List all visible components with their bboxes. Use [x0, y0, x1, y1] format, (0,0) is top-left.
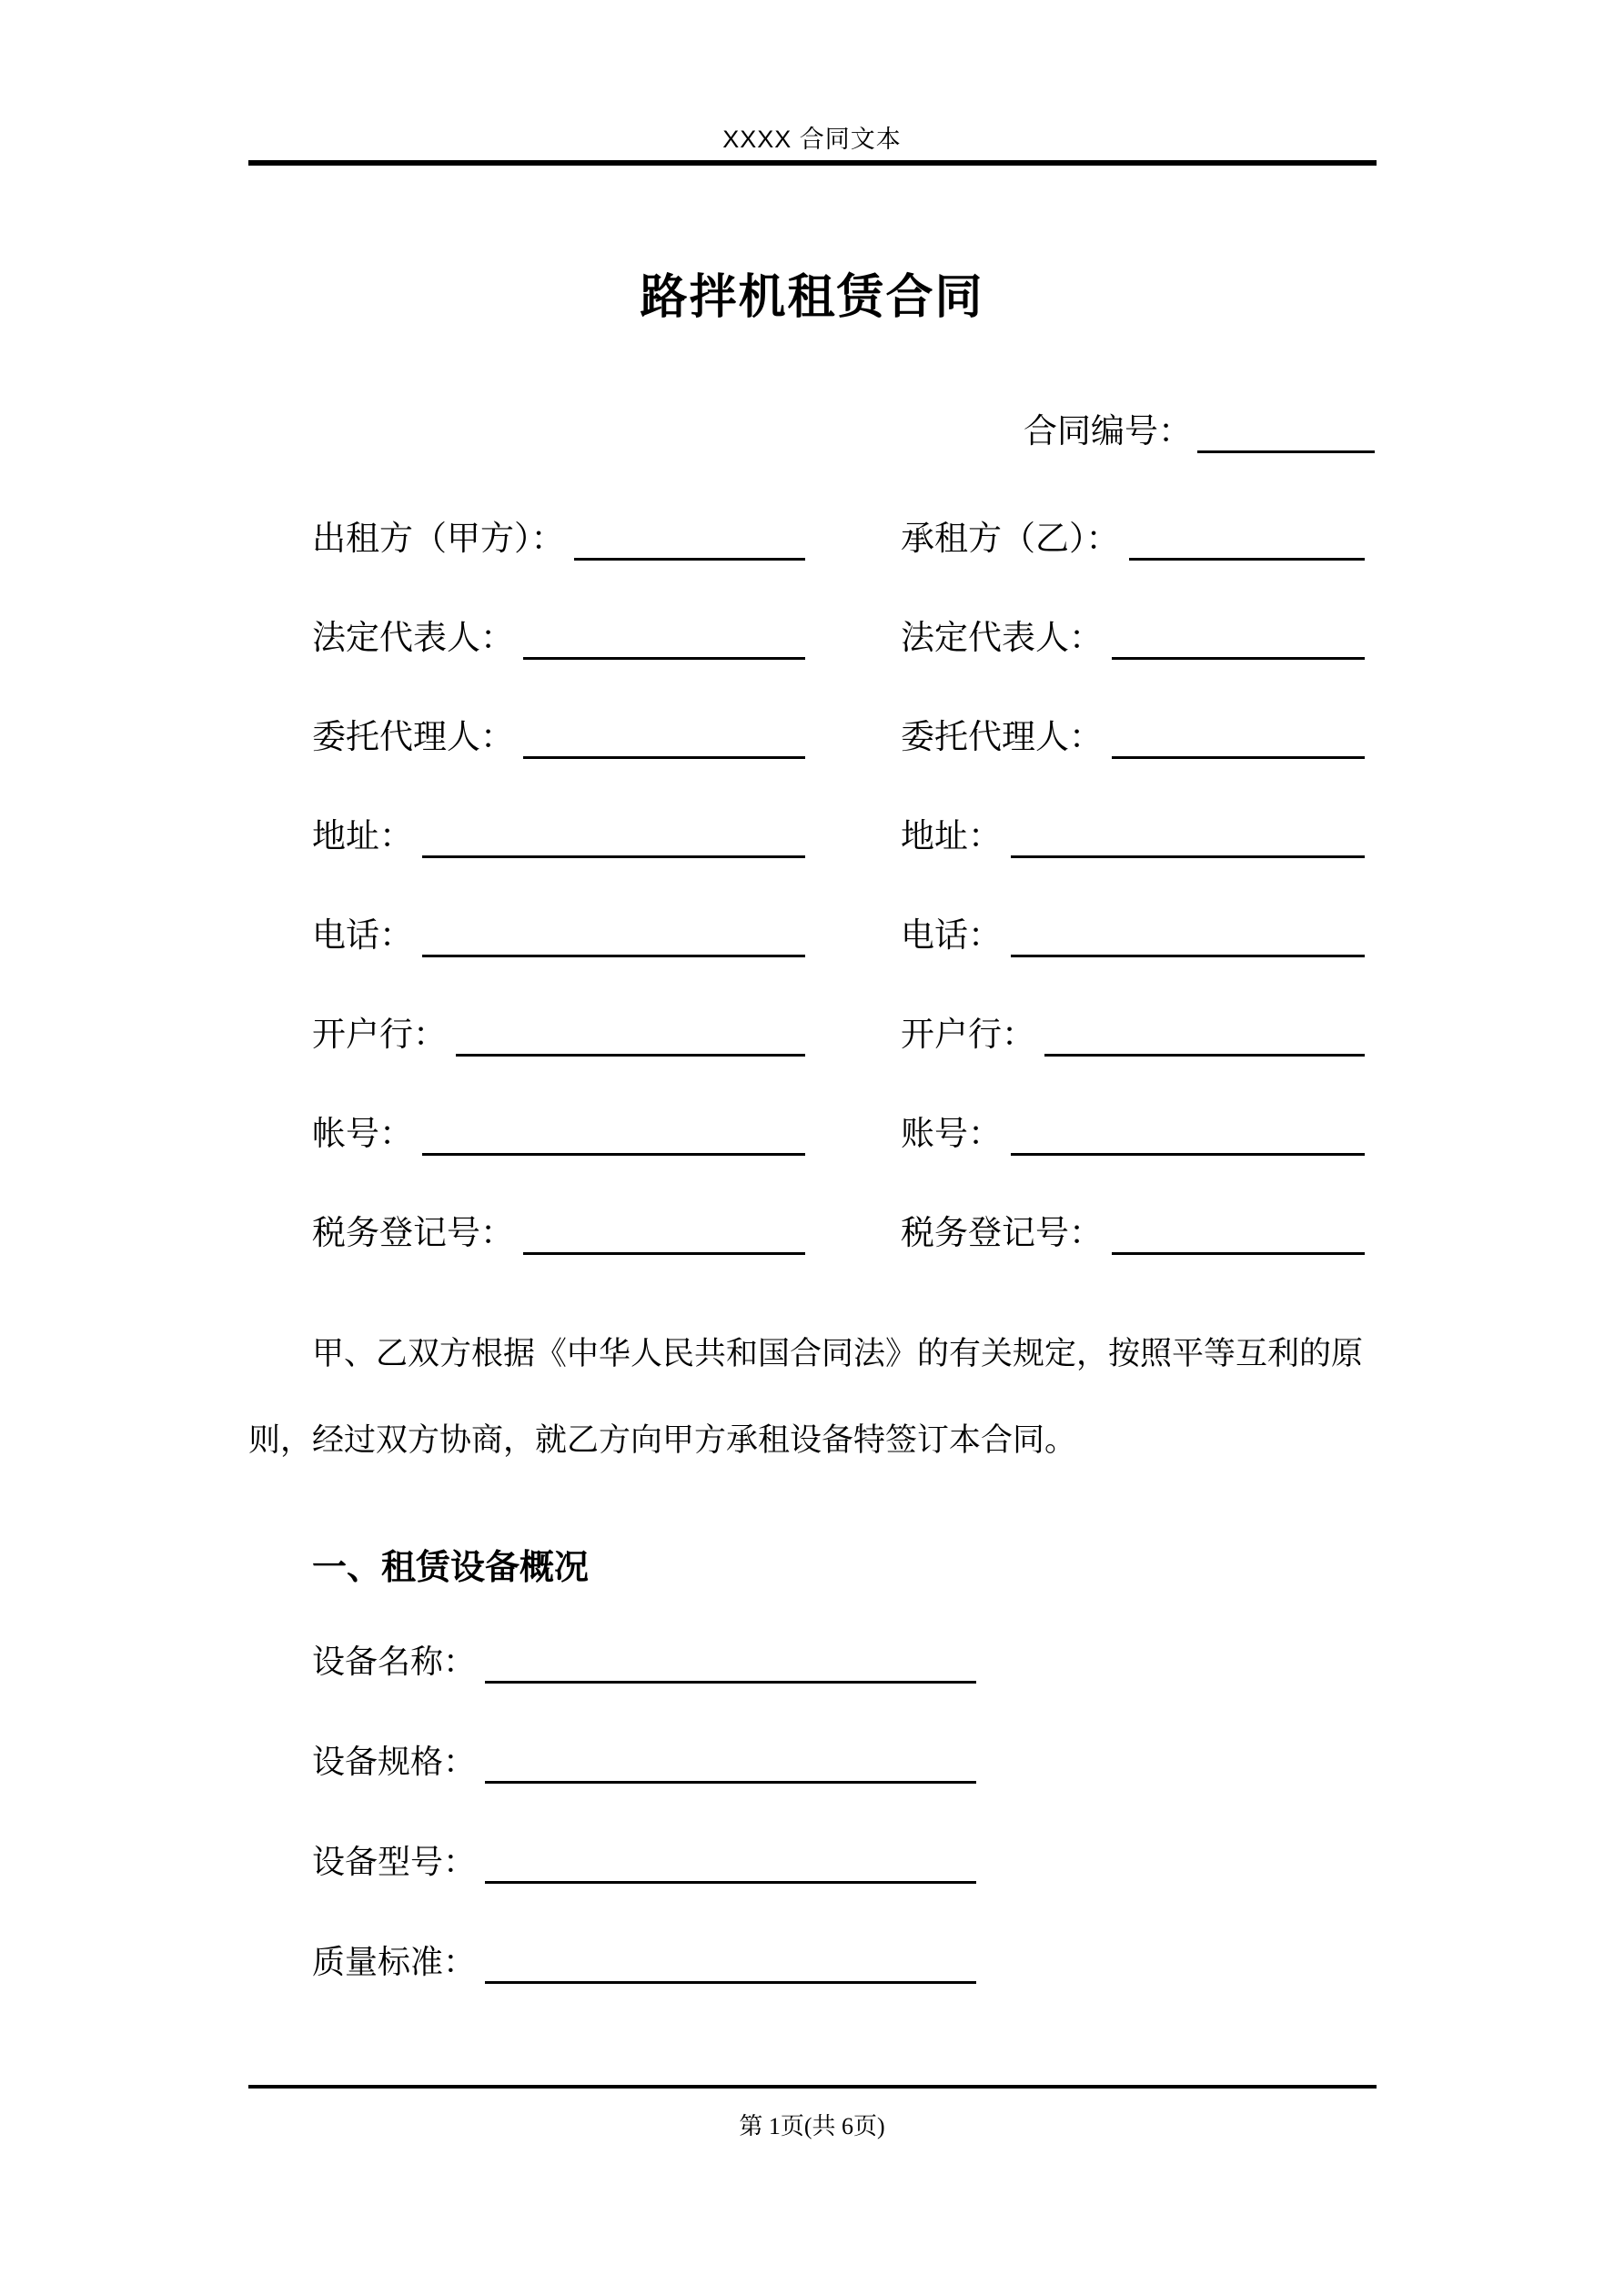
field-label: 承租方（乙）：: [901, 519, 1120, 557]
legal-rep-field: [312, 618, 805, 658]
agent-field: [312, 717, 805, 757]
equipment-name-field: [312, 1642, 976, 1682]
tax-id-field: [312, 1213, 805, 1253]
blank-field[interactable]: [422, 823, 805, 858]
blank-field[interactable]: [485, 1848, 976, 1884]
field-label: 账号：: [901, 1114, 1002, 1152]
field-label: 法定代表人：: [901, 618, 1103, 656]
equipment-row: [312, 1612, 976, 1712]
lessor-name-field: [312, 519, 805, 559]
field-label: 开户行：: [312, 1015, 447, 1053]
blank-field[interactable]: [1011, 922, 1365, 957]
account-field: [312, 1114, 805, 1154]
party-info-grid: [312, 489, 1365, 1282]
blank-field[interactable]: [456, 1021, 805, 1057]
quality-standard-field: [312, 1942, 976, 1982]
blank-field[interactable]: [1011, 1120, 1365, 1156]
account-field: [901, 1114, 1365, 1154]
blank-field[interactable]: [523, 1219, 805, 1255]
field-label: 地址：: [901, 816, 1002, 855]
blank-field[interactable]: [1129, 525, 1366, 561]
party-row: [312, 786, 1365, 885]
equipment-model-field: [312, 1842, 976, 1882]
field-label: 税务登记号：: [901, 1213, 1103, 1251]
contract-number-blank[interactable]: [1197, 418, 1375, 453]
field-label: 电话：: [901, 915, 1002, 954]
blank-field[interactable]: [485, 1648, 976, 1684]
lessee-name-field: [901, 519, 1365, 559]
field-label: 设备名称：: [312, 1643, 477, 1680]
header-title: XXXX 合同文本: [722, 126, 902, 153]
phone-field: [901, 915, 1365, 956]
page-number: 第 1页(共 6页): [739, 2113, 885, 2139]
contract-number-label: 合同编号：: [1024, 412, 1192, 450]
blank-field[interactable]: [1011, 823, 1365, 858]
field-label: 设备规格：: [312, 1743, 477, 1780]
party-row: [312, 1084, 1365, 1183]
blank-field[interactable]: [523, 723, 805, 759]
address-field: [901, 816, 1365, 856]
blank-field[interactable]: [1112, 624, 1365, 660]
blank-field[interactable]: [523, 624, 805, 660]
phone-field: [312, 915, 805, 956]
field-label: 设备型号：: [312, 1843, 477, 1880]
bank-field: [901, 1015, 1365, 1055]
equipment-row: [312, 1812, 976, 1912]
field-label: 质量标准：: [312, 1943, 477, 1980]
field-label: 地址：: [312, 816, 413, 855]
equipment-row: [312, 1712, 976, 1812]
blank-field[interactable]: [485, 1948, 976, 1984]
field-label: 出租方（甲方）：: [312, 519, 565, 557]
field-label: 法定代表人：: [312, 618, 514, 656]
party-row: [312, 489, 1365, 588]
party-row: [312, 588, 1365, 687]
field-label: 委托代理人：: [901, 717, 1103, 755]
header-rule: [248, 160, 1377, 166]
field-label: 税务登记号：: [312, 1213, 514, 1251]
field-label: 电话：: [312, 915, 413, 954]
section-1-heading: 一、租赁设备概况: [312, 1549, 590, 1587]
agent-field: [901, 717, 1365, 757]
equipment-spec-field: [312, 1742, 976, 1782]
party-row: [312, 985, 1365, 1084]
tax-id-field: [901, 1213, 1365, 1253]
field-label: 帐号：: [312, 1114, 413, 1152]
blank-field[interactable]: [574, 525, 806, 561]
party-row: [312, 1183, 1365, 1282]
address-field: [312, 816, 805, 856]
equipment-fields: [312, 1612, 976, 2012]
equipment-row: [312, 1912, 976, 2012]
field-label: 开户行：: [901, 1015, 1035, 1053]
field-label: 委托代理人：: [312, 717, 514, 755]
intro-paragraph: 甲、乙双方根据《中华人民共和国合同法》的有关规定，按照平等互利的原则，经过双方协商，就乙方向甲方承租设备特签订本合同。: [248, 1336, 1364, 1458]
blank-field[interactable]: [422, 1120, 805, 1156]
footer-rule: [248, 2085, 1377, 2089]
blank-field[interactable]: [422, 922, 805, 957]
blank-field[interactable]: [1112, 1219, 1365, 1255]
bank-field: [312, 1015, 805, 1055]
party-row: [312, 687, 1365, 786]
contract-title: 路拌机租赁合同: [640, 272, 984, 324]
blank-field[interactable]: [1044, 1021, 1365, 1057]
party-row: [312, 885, 1365, 985]
contract-number-row: [1024, 411, 1375, 451]
blank-field[interactable]: [485, 1748, 976, 1784]
blank-field[interactable]: [1112, 723, 1365, 759]
legal-rep-field: [901, 618, 1365, 658]
